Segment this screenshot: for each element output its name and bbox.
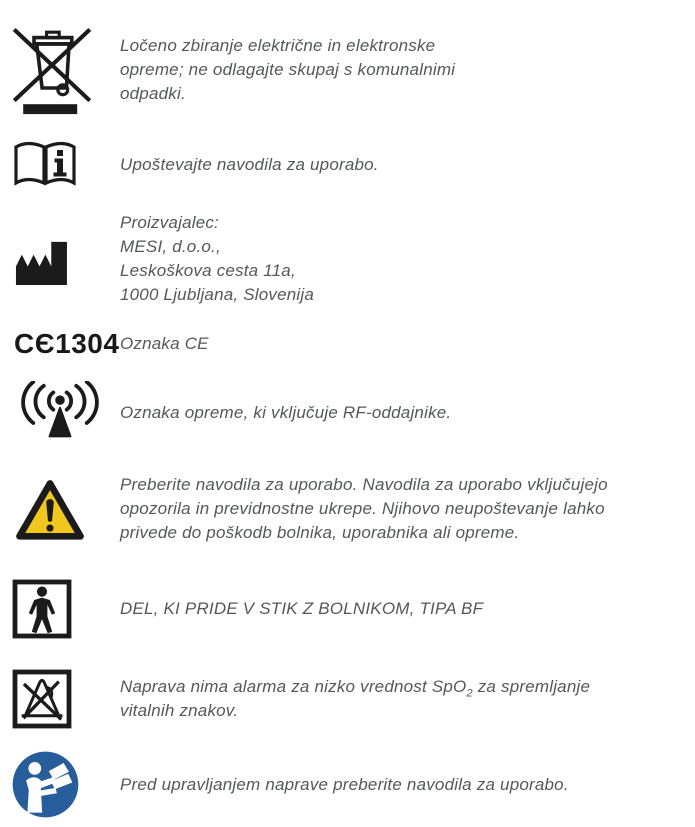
symbol-description: Pred upravljanjem naprave preberite navodila za uporabo.: [120, 774, 569, 794]
read-manual-mandatory-icon: [12, 751, 79, 818]
symbol-row-read-manual: [12, 742, 695, 827]
symbol-row-weee: [12, 10, 695, 130]
symbol-row-rf: [12, 370, 695, 455]
symbol-description: Preberite navodila za uporabo. Navodila za uporabo vključujejo opozorila in previdnostne ukrepe. Njihovo neupoštevanje lahko privede do poškodb bolnika, uporabnika ali opreme.: [120, 475, 608, 542]
instructions-for-use-book-icon: [12, 138, 78, 192]
type-bf-applied-part-icon: [12, 579, 72, 639]
no-alarm-crossed-bell-icon: [12, 669, 72, 729]
warning-triangle-icon: [12, 476, 88, 543]
symbol-description: Naprava nima alarma za nizko vrednost SpO$_2$ za spremljanje vitalnih znakov.: [120, 676, 591, 720]
ce-mark: CЄ1304: [14, 328, 120, 359]
symbol-description: DEL, KI PRIDE V STIK Z BOLNIKOM, TIPA BF: [120, 599, 484, 618]
symbol-description: Oznaka CE: [120, 334, 209, 353]
symbol-description: Proizvajalec: MESI, d.o.o., Leskoškova cesta 11a, 1000 Ljubljana, Slovenija: [120, 213, 315, 304]
weee-crossed-out-bin-icon: [12, 25, 92, 115]
rf-transmitter-icon: [12, 381, 108, 444]
symbol-row-manufacturer: [12, 200, 695, 318]
symbol-row-warning: [12, 455, 695, 563]
symbol-row-instructions: [12, 130, 695, 200]
symbol-description: Upoštevajte navodila za uporabo.: [120, 155, 379, 174]
spo2-subscript: 2: [466, 686, 473, 699]
symbol-row-no-alarm: [12, 655, 695, 742]
symbol-row-type-bf: [12, 563, 695, 655]
symbol-row-ce: [12, 318, 695, 370]
manufacturer-factory-icon: [12, 234, 67, 285]
symbol-description: Ločeno zbiranje električne in elektronske opreme; ne odlagajte skupaj s komunalnimi odpadki.: [120, 36, 456, 103]
symbol-description: Oznaka opreme, ki vključuje RF-oddajnike.: [120, 402, 452, 422]
